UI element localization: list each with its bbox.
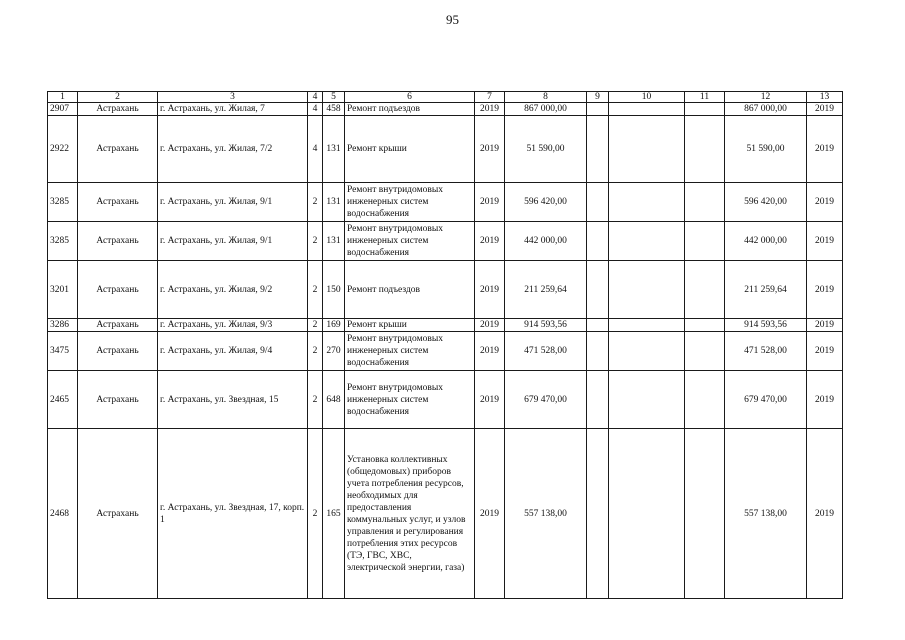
empty-cell [685, 371, 725, 429]
column-5-cell: 131 [323, 183, 345, 222]
empty-cell [609, 261, 685, 319]
column-header: 2 [78, 92, 158, 103]
year-cell: 2019 [807, 222, 843, 261]
column-5-cell: 150 [323, 261, 345, 319]
column-header: 3 [158, 92, 308, 103]
table-row [48, 222, 843, 261]
empty-cell [587, 332, 609, 371]
city-cell: Астрахань [78, 319, 158, 332]
table-row [48, 319, 843, 332]
year-cell: 2019 [807, 261, 843, 319]
column-5-cell: 131 [323, 222, 345, 261]
city-cell: Астрахань [78, 222, 158, 261]
total-cost-cell: 596 420,00 [725, 183, 807, 222]
address-cell: г. Астрахань, ул. Жилая, 7 [158, 103, 308, 116]
object-id-cell: 3285 [48, 183, 78, 222]
column-5-cell: 169 [323, 319, 345, 332]
total-cost-cell: 211 259,64 [725, 261, 807, 319]
object-id-cell: 3286 [48, 319, 78, 332]
column-5-cell: 165 [323, 429, 345, 599]
address-cell: г. Астрахань, ул. Жилая, 9/1 [158, 183, 308, 222]
table-row [48, 332, 843, 371]
address-cell: г. Астрахань, ул. Звездная, 15 [158, 371, 308, 429]
year-cell: 2019 [475, 371, 505, 429]
cost-cell: 867 000,00 [505, 103, 587, 116]
table-row [48, 429, 843, 599]
address-cell: г. Астрахань, ул. Жилая, 9/4 [158, 332, 308, 371]
work-type-cell: Ремонт крыши [345, 319, 475, 332]
cost-cell: 596 420,00 [505, 183, 587, 222]
object-id-cell: 2465 [48, 371, 78, 429]
year-cell: 2019 [807, 103, 843, 116]
column-4-cell: 2 [308, 222, 323, 261]
cost-cell: 914 593,56 [505, 319, 587, 332]
year-cell: 2019 [807, 371, 843, 429]
object-id-cell: 3285 [48, 222, 78, 261]
object-id-cell: 2922 [48, 116, 78, 183]
total-cost-cell: 442 000,00 [725, 222, 807, 261]
table-row [48, 183, 843, 222]
cost-cell: 471 528,00 [505, 332, 587, 371]
address-cell: г. Астрахань, ул. Жилая, 9/1 [158, 222, 308, 261]
empty-cell [685, 222, 725, 261]
year-cell: 2019 [475, 319, 505, 332]
column-header: 13 [807, 92, 843, 103]
column-header: 10 [609, 92, 685, 103]
year-cell: 2019 [475, 429, 505, 599]
empty-cell [587, 116, 609, 183]
empty-cell [685, 116, 725, 183]
cost-cell: 51 590,00 [505, 116, 587, 183]
column-header: 1 [48, 92, 78, 103]
empty-cell [609, 116, 685, 183]
year-cell: 2019 [475, 183, 505, 222]
total-cost-cell: 51 590,00 [725, 116, 807, 183]
empty-cell [685, 332, 725, 371]
column-header: 5 [323, 92, 345, 103]
work-type-cell: Ремонт внутридомовых инженерных систем водоснабжения [345, 222, 475, 261]
total-cost-cell: 914 593,56 [725, 319, 807, 332]
city-cell: Астрахань [78, 371, 158, 429]
column-5-cell: 648 [323, 371, 345, 429]
column-header: 12 [725, 92, 807, 103]
object-id-cell: 2907 [48, 103, 78, 116]
address-cell: г. Астрахань, ул. Жилая, 9/3 [158, 319, 308, 332]
empty-cell [609, 222, 685, 261]
total-cost-cell: 471 528,00 [725, 332, 807, 371]
column-5-cell: 131 [323, 116, 345, 183]
cost-cell: 557 138,00 [505, 429, 587, 599]
repair-register-table [47, 91, 843, 599]
empty-cell [685, 183, 725, 222]
object-id-cell: 3475 [48, 332, 78, 371]
column-4-cell: 2 [308, 183, 323, 222]
column-header: 4 [308, 92, 323, 103]
column-4-cell: 2 [308, 371, 323, 429]
column-4-cell: 2 [308, 319, 323, 332]
column-5-cell: 270 [323, 332, 345, 371]
cost-cell: 211 259,64 [505, 261, 587, 319]
empty-cell [609, 183, 685, 222]
address-cell: г. Астрахань, ул. Жилая, 9/2 [158, 261, 308, 319]
total-cost-cell: 679 470,00 [725, 371, 807, 429]
city-cell: Астрахань [78, 183, 158, 222]
column-number-row [48, 92, 843, 103]
empty-cell [609, 371, 685, 429]
column-header: 6 [345, 92, 475, 103]
empty-cell [685, 429, 725, 599]
column-4-cell: 2 [308, 429, 323, 599]
column-header: 11 [685, 92, 725, 103]
empty-cell [587, 183, 609, 222]
work-type-cell: Ремонт внутридомовых инженерных систем водоснабжения [345, 332, 475, 371]
column-4-cell: 4 [308, 116, 323, 183]
column-4-cell: 2 [308, 261, 323, 319]
object-id-cell: 3201 [48, 261, 78, 319]
empty-cell [609, 319, 685, 332]
cost-cell: 679 470,00 [505, 371, 587, 429]
year-cell: 2019 [807, 319, 843, 332]
city-cell: Астрахань [78, 261, 158, 319]
table-row [48, 116, 843, 183]
empty-cell [587, 429, 609, 599]
city-cell: Астрахань [78, 429, 158, 599]
object-id-cell: 2468 [48, 429, 78, 599]
total-cost-cell: 557 138,00 [725, 429, 807, 599]
table-row [48, 261, 843, 319]
empty-cell [587, 222, 609, 261]
empty-cell [685, 103, 725, 116]
column-header: 9 [587, 92, 609, 103]
empty-cell [609, 332, 685, 371]
column-header: 7 [475, 92, 505, 103]
total-cost-cell: 867 000,00 [725, 103, 807, 116]
page-number: 95 [446, 12, 459, 27]
year-cell: 2019 [807, 429, 843, 599]
city-cell: Астрахань [78, 116, 158, 183]
city-cell: Астрахань [78, 332, 158, 371]
table-row [48, 103, 843, 116]
address-cell: г. Астрахань, ул. Жилая, 7/2 [158, 116, 308, 183]
year-cell: 2019 [807, 332, 843, 371]
empty-cell [609, 103, 685, 116]
work-type-cell: Ремонт внутридомовых инженерных систем водоснабжения [345, 371, 475, 429]
empty-cell [685, 319, 725, 332]
year-cell: 2019 [807, 116, 843, 183]
year-cell: 2019 [475, 261, 505, 319]
year-cell: 2019 [475, 116, 505, 183]
column-4-cell: 4 [308, 103, 323, 116]
city-cell: Астрахань [78, 103, 158, 116]
empty-cell [587, 103, 609, 116]
year-cell: 2019 [475, 103, 505, 116]
work-type-cell: Ремонт внутридомовых инженерных систем водоснабжения [345, 183, 475, 222]
column-5-cell: 458 [323, 103, 345, 116]
year-cell: 2019 [475, 222, 505, 261]
work-type-cell: Ремонт подъездов [345, 261, 475, 319]
empty-cell [587, 371, 609, 429]
cost-cell: 442 000,00 [505, 222, 587, 261]
empty-cell [587, 261, 609, 319]
work-type-cell: Установка коллективных (общедомовых) приборов учета потребления ресурсов, необходимых для предоставления коммунальных услуг, и узлов управления и регулирования потребления этих ресурсов (ТЭ, ГВС, ХВС, электрической энергии, газа) [345, 429, 475, 599]
address-cell: г. Астрахань, ул. Звездная, 17, корп. 1 [158, 429, 308, 599]
column-4-cell: 2 [308, 332, 323, 371]
empty-cell [685, 261, 725, 319]
work-type-cell: Ремонт крыши [345, 116, 475, 183]
work-type-cell: Ремонт подъездов [345, 103, 475, 116]
column-header: 8 [505, 92, 587, 103]
year-cell: 2019 [807, 183, 843, 222]
empty-cell [609, 429, 685, 599]
year-cell: 2019 [475, 332, 505, 371]
empty-cell [587, 319, 609, 332]
table-row [48, 371, 843, 429]
